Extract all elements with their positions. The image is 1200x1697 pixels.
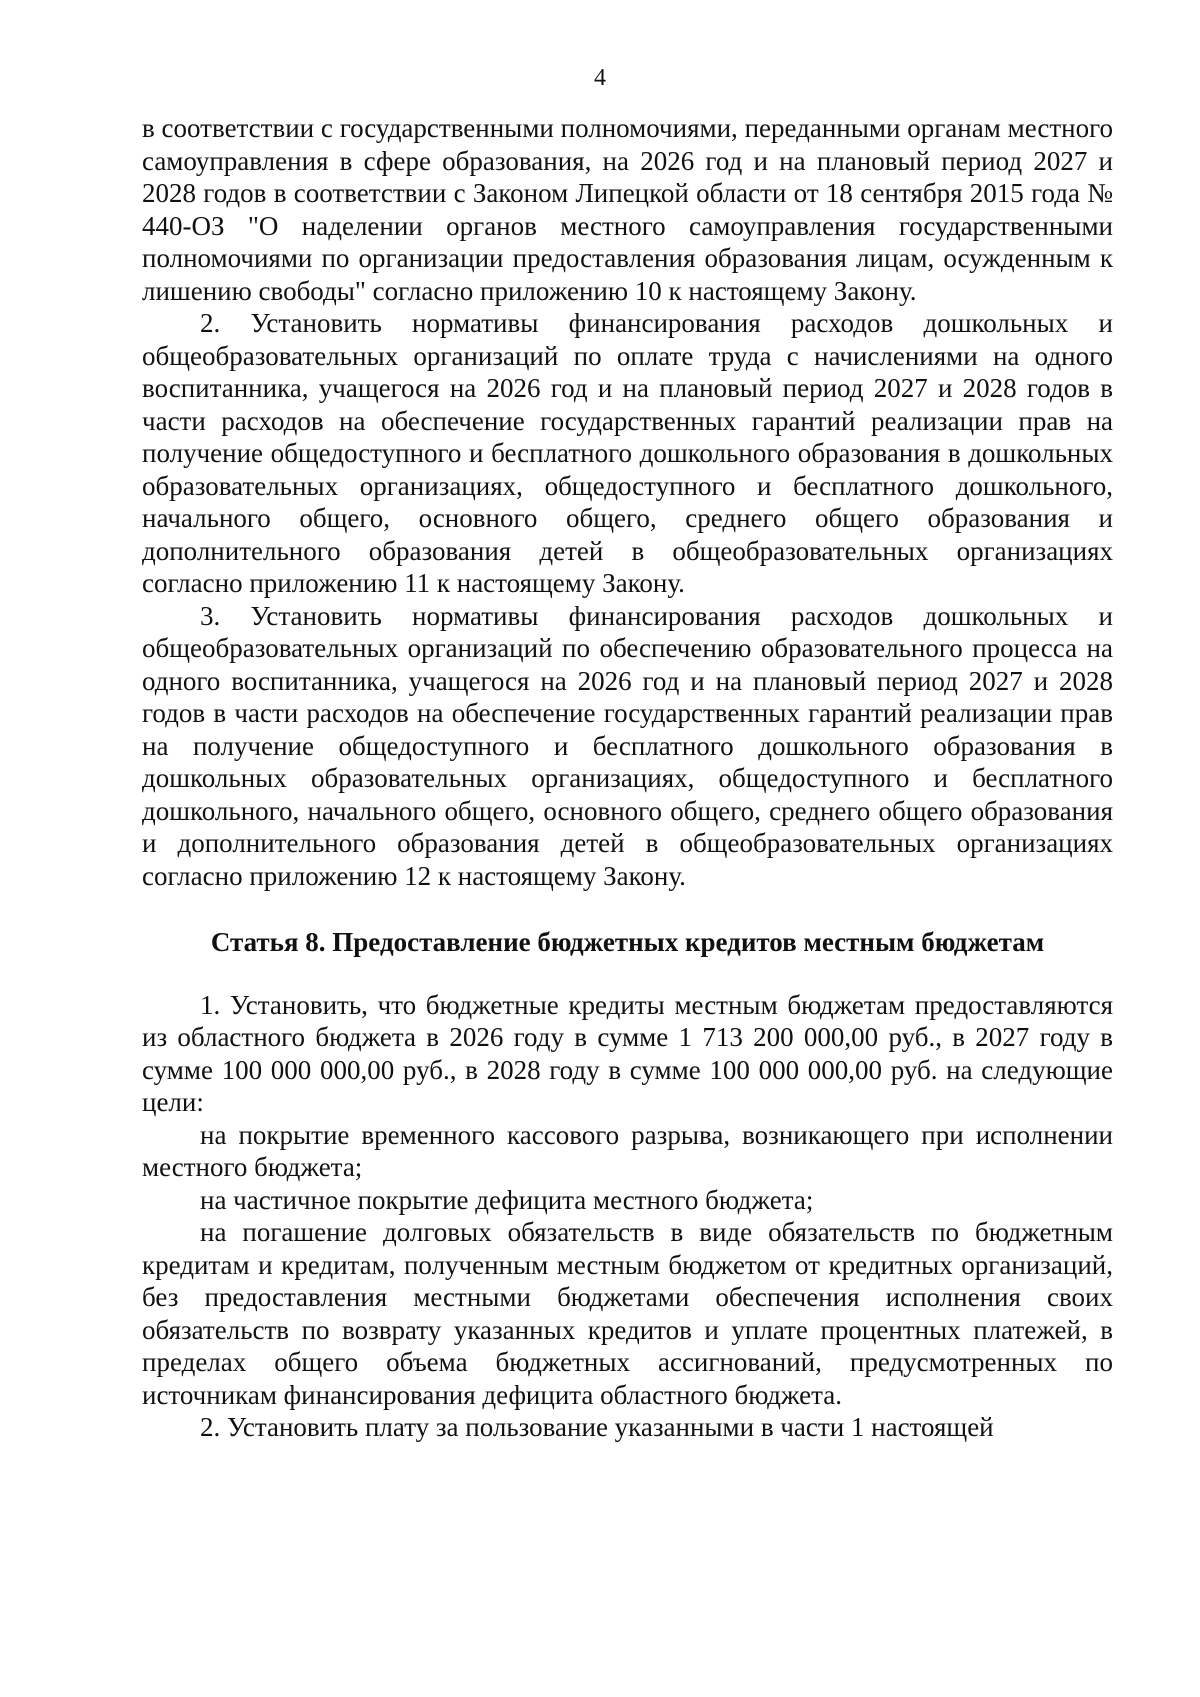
page-number: 4 [594, 65, 606, 91]
document-body [142, 112, 1113, 1444]
paragraph-item-3: 3. Установить нормативы финансирования расходов дошкольных и общеобразовательных организаций по обеспечению образовательного процесса на одного воспитанника, учащегося на 2026 год и на плановый период 2027 и 2028 годов в части расходов на обеспечение государственных гарантий реализации прав на получение общедоступного и бесплатного дошкольного образования в дошкольных образовательных организациях, общедоступного и бесплатного дошкольного, начального общего, основного общего, среднего общего образования и дополнительного образования детей в общеобразовательных организациях согласно приложению 12 к настоящему Закону. [142, 600, 1113, 891]
paragraph-item-2: 2. Установить нормативы финансирования расходов дошкольных и общеобразовательных организаций по оплате труда с начислениями на одного воспитанника, учащегося на 2026 год и на плановый период 2027 и 2028 годов в части расходов на обеспечение государственных гарантий реализации прав на получение общедоступного и бесплатного дошкольного образования в дошкольных образовательных организациях, общедоступного и бесплатного дошкольного, начального общего, основного общего, среднего общего образования и дополнительного образования детей в общеобразовательных организациях согласно приложению 11 к настоящему Закону. [142, 308, 1113, 598]
article-heading: Статья 8. Предоставление бюджетных кредитов местным бюджетам [210, 927, 1045, 957]
paragraph-purpose-3: на погашение долговых обязательств в виде обязательств по бюджетным кредитам и кредитам, полученным местным бюджетом от кредитных организаций, без предоставления местными бюджетами обеспечения исполнения своих обязательств по возврату указанных кредитов и уплате процентных платежей, в пределах общего объема бюджетных ассигнований, предусмотренных по источникам финансирования дефицита областного бюджета. [142, 1217, 1113, 1410]
paragraph-purpose-1: на покрытие временного кассового разрыва, возникающего при исполнении местного бюджета; [142, 1119, 1113, 1182]
paragraph-continuation: в соответствии с государственными полномочиями, переданными органам местного самоуправления в сфере образования, на 2026 год и на плановый период 2027 и 2028 годов в соответствии с Законом Липецкой области от 18 сентября 2015 года № 440-ОЗ "О наделении органов местного самоуправления государственными полномочиями по организации предоставления образования лицам, осужденным к лишению свободы" согласно приложению 10 к настоящему Закону. [142, 113, 1113, 306]
paragraph-purpose-2: на частичное покрытие дефицита местного бюджета; [200, 1184, 814, 1215]
paragraph-article8-item-2: 2. Установить плату за пользование указанными в части 1 настоящей [200, 1412, 994, 1442]
paragraph-article8-item-1: 1. Установить, что бюджетные кредиты местным бюджетам предоставляются из областного бюджета в 2026 году в сумме 1 713 200 000,00 руб., в 2027 году в сумме 100 000 000,00 руб., в 2028 году в сумме 100 000 000,00 руб. на следующие цели: [142, 989, 1113, 1117]
